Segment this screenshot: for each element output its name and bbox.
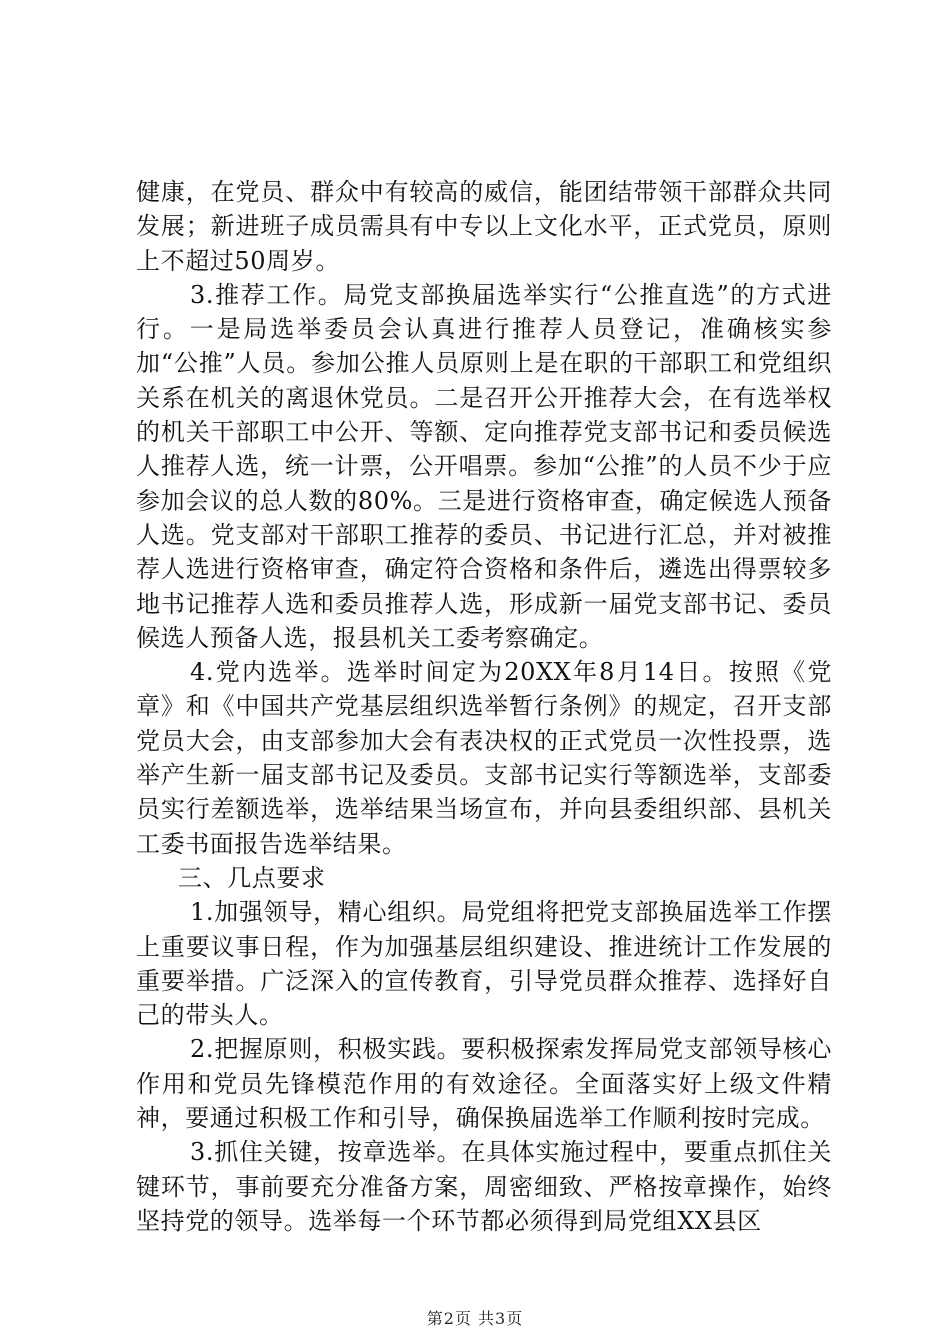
- document-body: [136, 175, 832, 1238]
- paragraph-inner-party-election: 4.党内选举。选举时间定为20XX年8月14日。按照《党章》和《中国共产党基层组织选举暂行条例》的规定，召开支部党员大会，由支部参加大会有表决权的正式党员一次性投票，选举产生新一届支部书记及委员。支部书记实行等额选举，支部委员实行差额选举，选举结果当场宣布，并向县委组织部、县机关工委书面报告选举结果。: [136, 658, 832, 858]
- paragraph-strengthen-leadership: 1.加强领导，精心组织。局党组将把党支部换届选举工作摆上重要议事日程，作为加强基层组织建设、推进统计工作发展的重要举措。广泛深入的宣传教育，引导党员群众推荐、选择好自己的带头人。: [136, 898, 832, 1030]
- section-heading-requirements: 三、几点要求: [178, 863, 326, 892]
- paragraph-grasp-key-points: 3.抓住关键，按章选举。在具体实施过程中，要重点抓住关键环节，事前要充分准备方案，周密细致、严格按章操作，始终坚持党的领导。选举每一个环节都必须得到局党组XX县区: [136, 1138, 832, 1235]
- paragraph-recommendation-work: 3.推荐工作。局党支部换届选举实行“公推直选”的方式进行。一是局选举委员会认真进行推荐人员登记，准确核实参加“公推”人员。参加公推人员原则上是在职的干部职工和党组织关系在机关的离退休党员。二是召开公开推荐大会，在有选举权的机关干部职工中公开、等额、定向推荐党支部书记和委员候选人推荐人选，统一计票，公开唱票。参加“公推”的人员不少于应参加会议的总人数的80%。三是进行资格审查，确定候选人预备人选。党支部对干部职工推荐的委员、书记进行汇总，并对被推荐人选进行资格审查，确定符合资格和条件后，遴选出得票较多地书记推荐人选和委员推荐人选，形成新一届党支部书记、委员候选人预备人选，报县机关工委考察确定。: [136, 280, 832, 652]
- paragraph-continuation: 健康，在党员、群众中有较高的威信，能团结带领干部群众共同发展；新进班子成员需具有中专以上文化水平，正式党员，原则上不超过50周岁。: [136, 178, 832, 275]
- page-footer: 第2页 共3页: [426, 1309, 524, 1328]
- paragraph-grasp-principles: 2.把握原则，积极实践。要积极探索发挥局党支部领导核心作用和党员先锋模范作用的有效途径。全面落实好上级文件精神，要通过积极工作和引导，确保换届选举工作顺利按时完成。: [136, 1035, 832, 1133]
